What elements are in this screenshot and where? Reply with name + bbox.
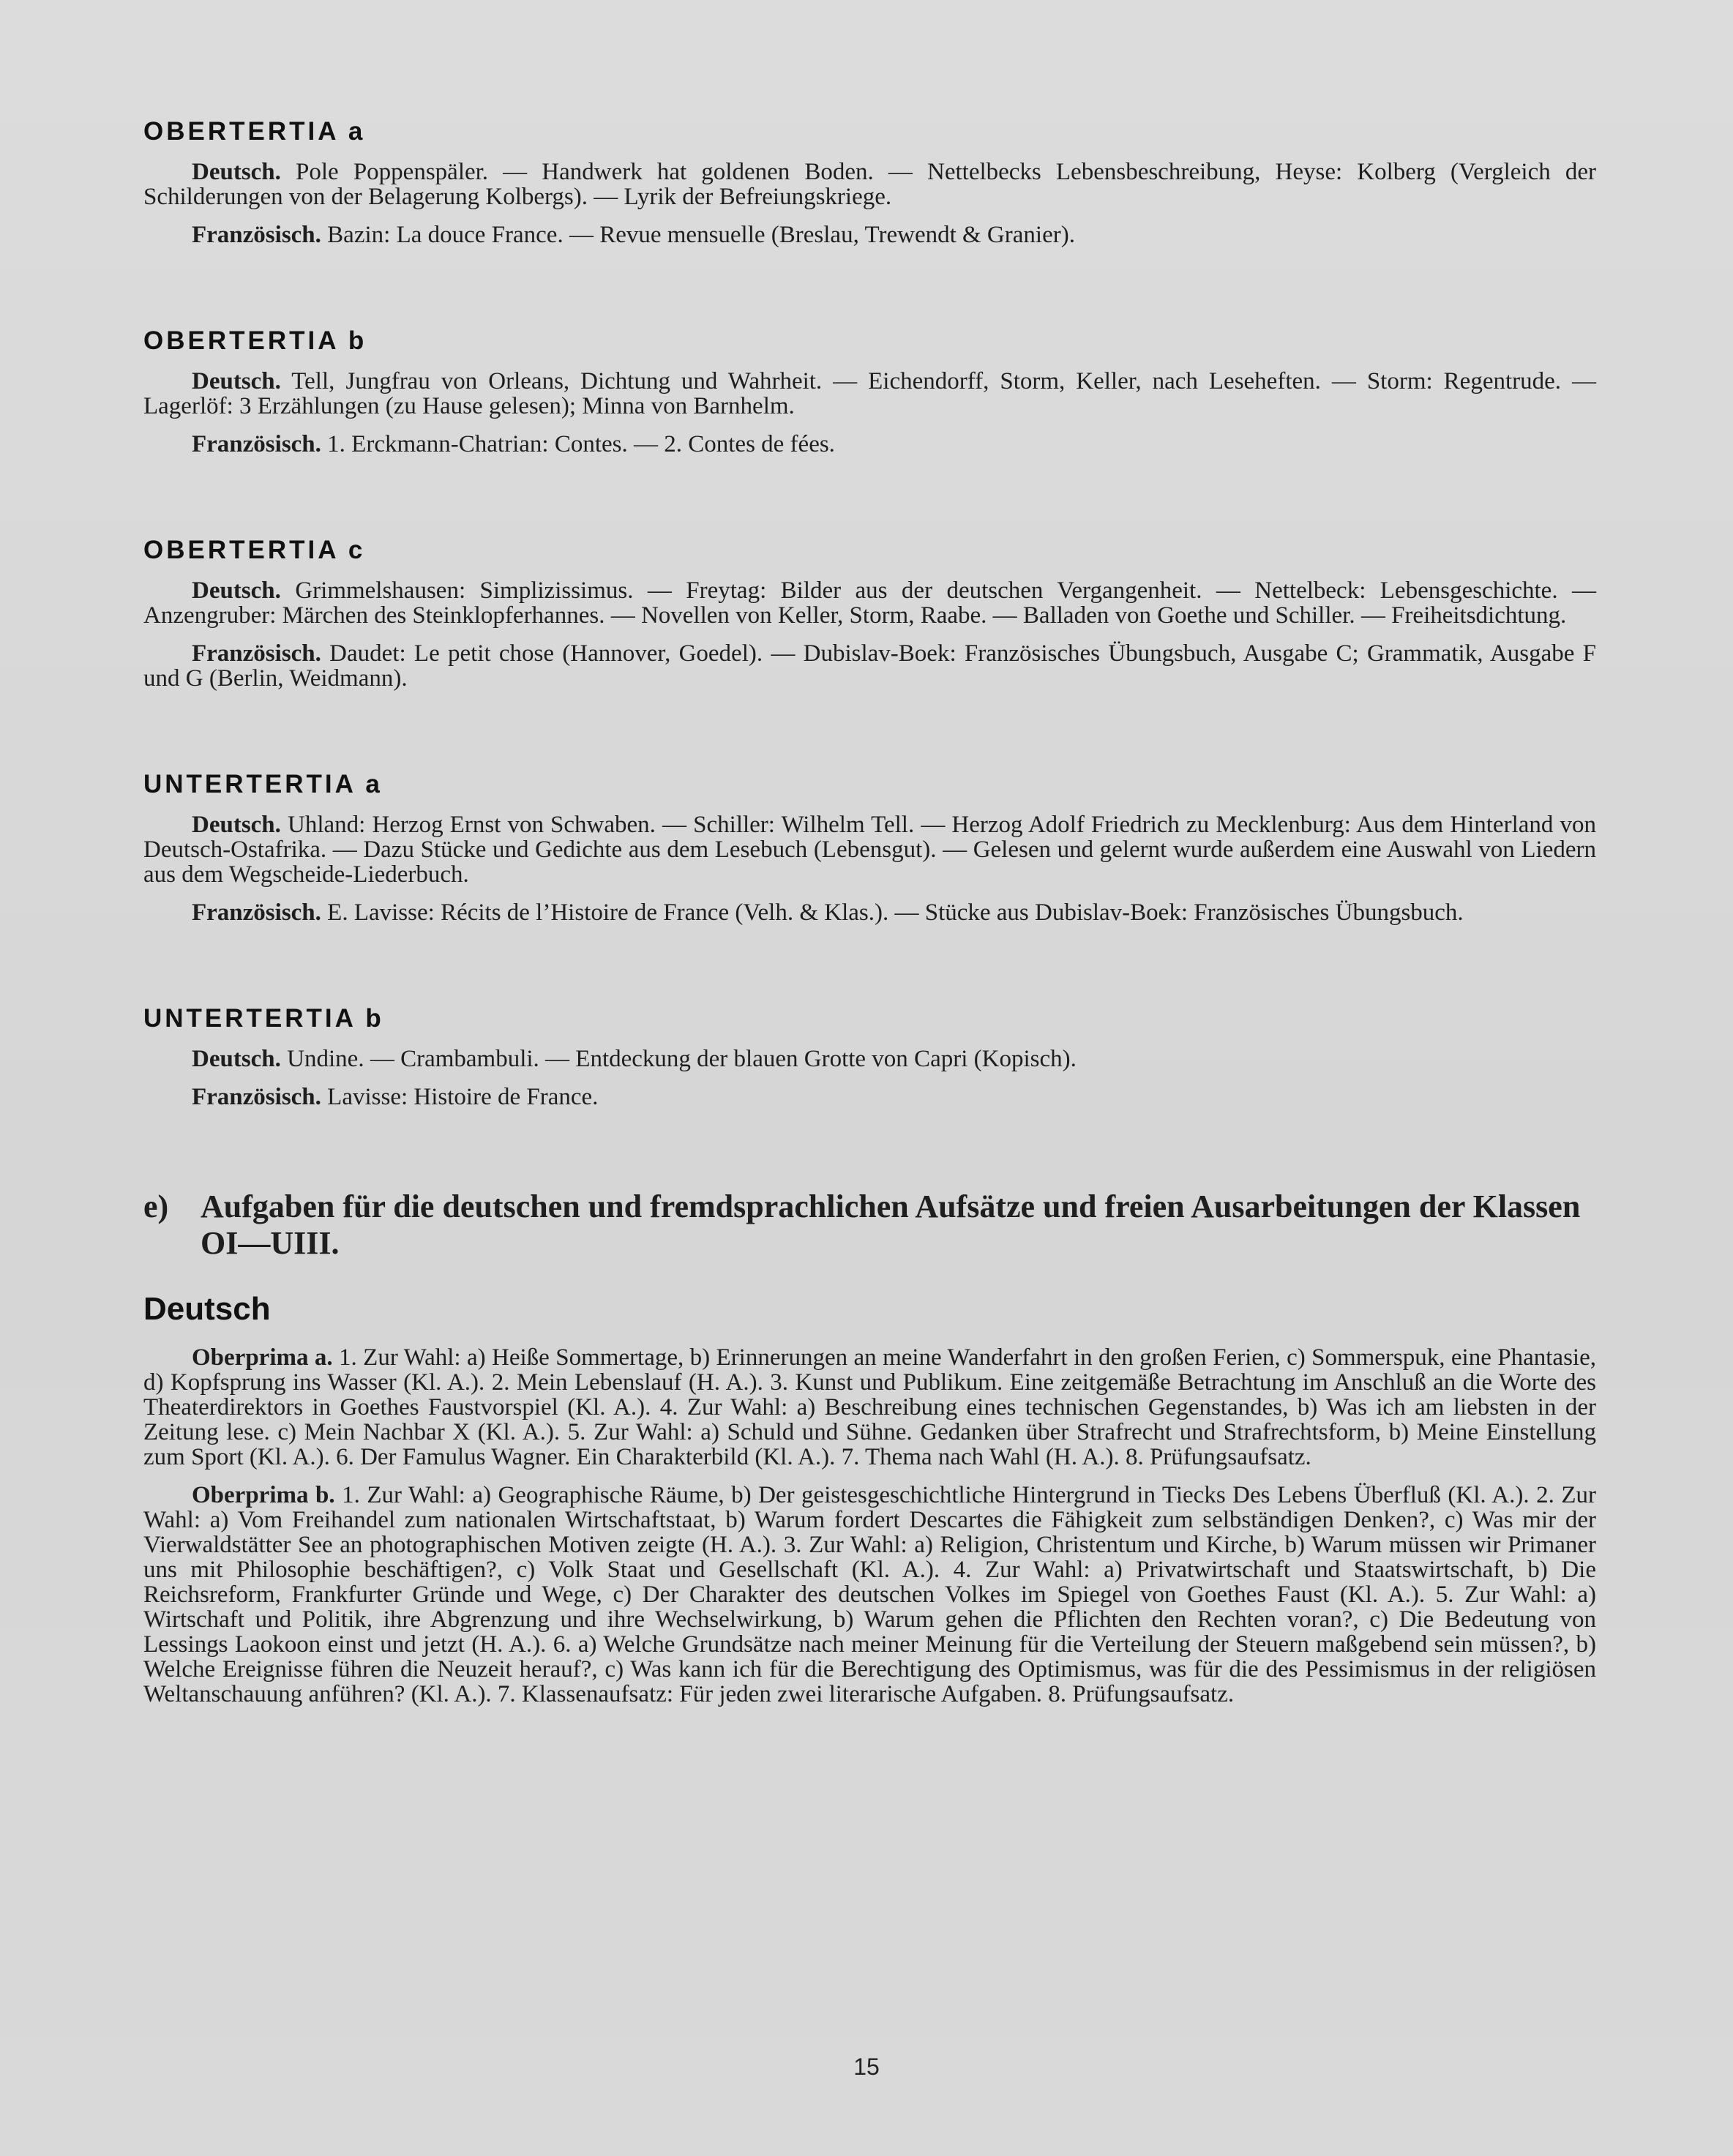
entry-deutsch [143,369,1596,419]
section-heading: UNTERTERTIA a [143,770,383,798]
section-obertertia-b [143,326,1596,457]
entry-label: Oberprima b. [192,1482,335,1508]
section-untertertia-b [143,1004,1596,1109]
entry-franzoesisch [143,222,1596,247]
page-number: 15 [853,2054,880,2080]
section-heading: UNTERTERTIA b [143,1004,384,1033]
entry-label: Französisch. [192,431,321,457]
entry-text: Undine. — Crambambuli. — Entdeckung der blauen Grotte von Capri (Kopisch). [280,1046,1077,1072]
entry-text: Grimmelshausen: Simplizissimus. — Freytag: Bilder aus der deutschen Vergangenheit. — Nettelbeck: Lebensgeschichte. — Anzengruber: Märchen des Steinklopferhannes. — Novellen von Keller, Storm, Raabe. — Balladen von Goethe und Schiller. — Freiheitsdichtung. [143,577,1596,629]
entry-text: Daudet: Le petit chose (Hannover, Goedel). — Dubislav-Boek: Französisches Übungsbuch, Ausgabe C; Grammatik, Ausgabe F und G (Berlin, Weidmann). [143,640,1596,692]
entry-deutsch [143,1047,1596,1071]
entry-deutsch [143,160,1596,209]
entry-oberprima-a [143,1345,1596,1470]
entry-franzoesisch [143,900,1596,925]
entry-franzoesisch [143,1085,1596,1109]
subject-heading-deutsch: Deutsch [143,1291,271,1327]
section-untertertia-a [143,770,1596,925]
entry-label: Deutsch. [192,368,281,394]
entry-label: Deutsch. [192,812,281,838]
entry-text: 1. Erckmann-Chatrian: Contes. — 2. Contes de fées. [321,431,835,457]
section-heading: OBERTERTIA c [143,536,366,564]
entry-text: Pole Poppenspäler. — Handwerk hat goldenen Boden. — Nettelbecks Lebensbeschreibung, Heyse: Kolberg (Vergleich der Schilderungen von der Belagerung Kolbergs). — Lyrik der Befreiungskriege. [143,159,1596,210]
entry-text: Uhland: Herzog Ernst von Schwaben. — Schiller: Wilhelm Tell. — Herzog Adolf Friedrich zu Mecklenburg: Aus dem Hinterland von Deutsch-Ostafrika. — Dazu Stücke und Gedichte aus dem Lesebuch (Lebensgut). — Gelesen und gelernt wurde außerdem eine Auswahl von Liedern aus dem Wegscheide-Liederbuch. [143,812,1596,888]
section-heading: OBERTERTIA b [143,326,367,355]
entry-label: Französisch. [192,640,321,667]
entry-text: Lavisse: Histoire de France. [321,1084,599,1110]
entry-text: 1. Zur Wahl: a) Geographische Räume, b) Der geistesgeschichtliche Hintergrund in Tiecks Des Lebens Überfluß (Kl. A.). 2. Zur Wahl: a) Vom Freihandel zum nationalen Wirtschaftstaat, b) Warum fordert Descartes die Fähigkeit zum selbständigen Denken?, c) Was mir der Vierwaldstätter See an photographischen Motiven zeigte (H. A.). 3. Zur Wahl: a) Religion, Christentum und Kirche, b) Warum müssen wir Primaner uns mit Philosophie beschäftigen?, c) Volk Staat und Gesellschaft (Kl. A.). 4. Zur Wahl: a) Privatwirtschaft und Staatswirtschaft, b) Die Reichsreform, Frankfurter Gründe und Wege, c) Der Charakter des deutschen Volkes im Spiegel von Goethes Faust (Kl. A.). 5. Zur Wahl: a) Wirtschaft und Politik, ihre Abgrenzung und ihre Wechselwirkung, b) Warum gehen die Pflichten den Rechten voran?, c) Die Bedeutung von Lessings Laokoon einst und jetzt (H. A.). 6. a) Welche Grundsätze nach meiner Meinung für die Verteilung der Steuern maßgebend sein müssen?, b) Welche Ereignisse führen die Neuzeit herauf?, c) Was kann ich für die Berechtigung des Optimismus, was für die des Pessimismus in der religiösen Weltanschauung anführen? (Kl. A.). 7. Klassenaufsatz: Für jeden zwei literarische Aufgaben. 8. Prüfungsaufsatz. [143,1482,1596,1707]
entry-text: Bazin: La douce France. — Revue mensuelle (Breslau, Trewendt & Granier). [321,222,1075,248]
entry-oberprima-b [143,1483,1596,1707]
entry-label: Deutsch. [192,1046,281,1072]
part-e-heading [143,1189,1596,1262]
entry-franzoesisch [143,432,1596,457]
entry-text: 1. Zur Wahl: a) Heiße Sommertage, b) Erinnerungen an meine Wanderfahrt in den großen Ferien, c) Sommerspuk, eine Phantasie, d) Kopfsprung ins Wasser (Kl. A.). 2. Mein Lebenslauf (H. A.). 3. Kunst und Publikum. Eine zeitgemäße Betrachtung im Anschluß an die Worte des Theaterdirektors in Goethes Faustvorspiel (Kl. A.). 4. Zur Wahl: a) Beschreibung eines technischen Gegenstandes, b) Was ich am liebsten in der Zeitung lese. c) Mein Nachbar X (Kl. A.). 5. Zur Wahl: a) Schuld und Sühne. Gedanken über Strafrecht und Strafrechtsform, b) Meine Einstellung zum Sport (Kl. A.). 6. Der Famulus Wagner. Ein Charakterbild (Kl. A.). 7. Thema nach Wahl (H. A.). 8. Prüfungsaufsatz. [143,1344,1596,1470]
section-obertertia-c [143,536,1596,691]
entry-label: Französisch. [192,222,321,248]
entry-text: Tell, Jungfrau von Orleans, Dichtung und Wahrheit. — Eichendorff, Storm, Keller, nach Leseheften. — Storm: Regentrude. — Lagerlöf: 3 Erzählungen (zu Hause gelesen); Minna von Barnhelm. [143,368,1596,419]
entry-label: Deutsch. [192,577,281,604]
entry-label: Deutsch. [192,159,281,185]
entry-text: E. Lavisse: Récits de l’Histoire de France (Velh. & Klas.). — Stücke aus Dubislav-Boek: Französisches Übungsbuch. [321,899,1464,926]
entry-label: Oberprima a. [192,1344,333,1371]
entry-label: Französisch. [192,899,321,926]
part-e-title: Aufgaben für die deutschen und fremdsprachlichen Aufsätze und freien Ausarbeitungen der Klassen OI—UIII. [201,1189,1581,1261]
entry-franzoesisch [143,641,1596,691]
entry-deutsch [143,578,1596,628]
entry-deutsch [143,812,1596,887]
section-heading: OBERTERTIA a [143,117,366,146]
page-content [143,117,1596,1720]
section-obertertia-a [143,117,1596,247]
entry-label: Französisch. [192,1084,321,1110]
part-e-number: e) [143,1189,169,1224]
